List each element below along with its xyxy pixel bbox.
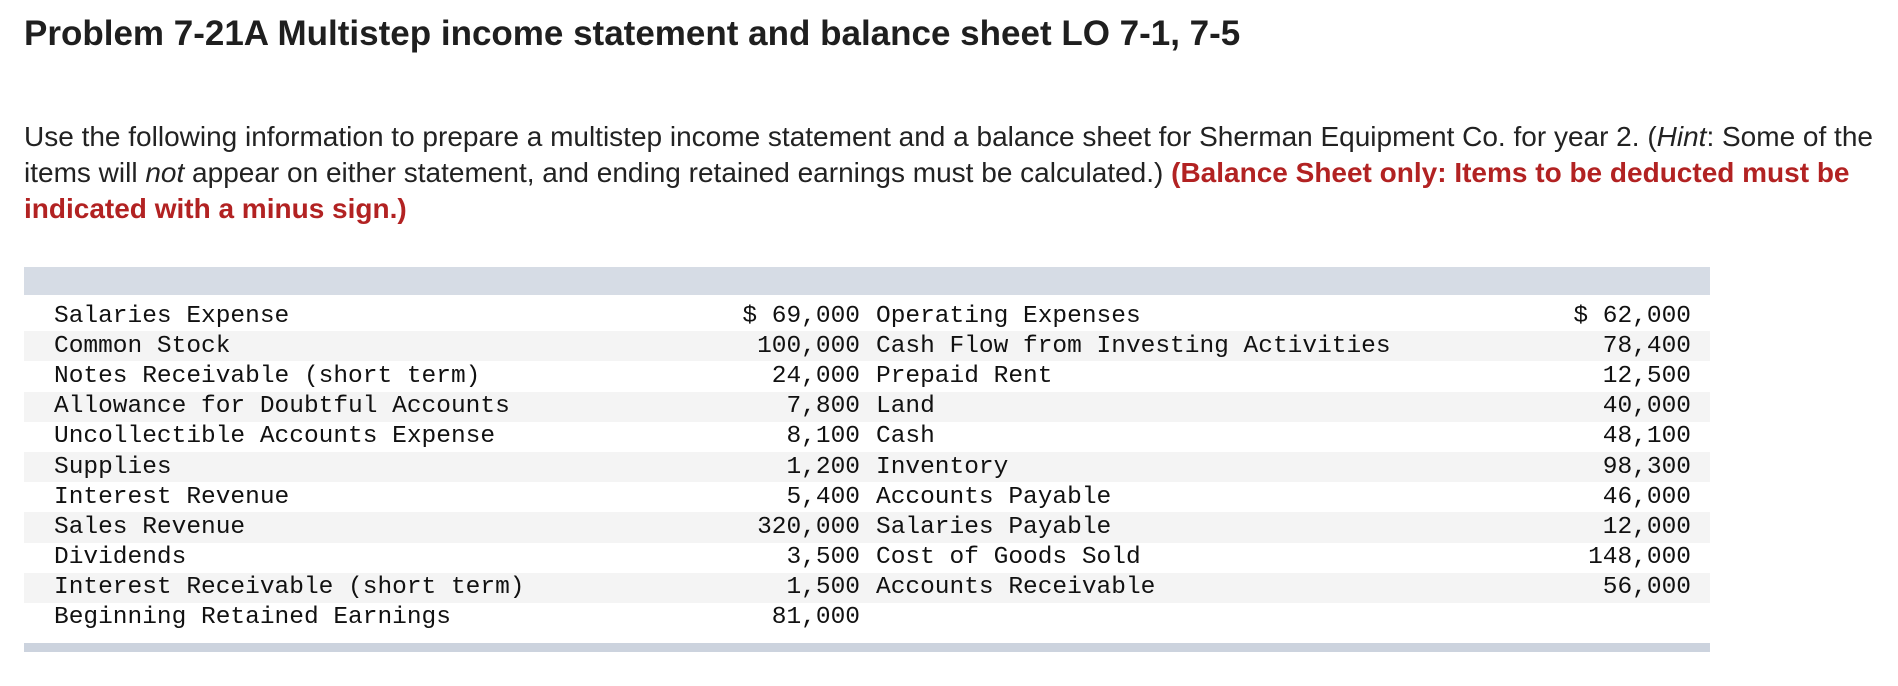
table-row <box>24 452 1710 482</box>
amount-left: 5,400 <box>786 483 860 511</box>
page-title: Problem 7-21A Multistep income statement and balance sheet LO 7-1, 7-5 <box>24 14 1241 53</box>
table-row <box>24 361 1710 391</box>
table-row <box>24 603 1710 633</box>
amount-left: 24,000 <box>771 362 860 390</box>
amount-left: 3,500 <box>786 544 860 572</box>
account-name-left: Interest Receivable (short term) <box>54 574 525 602</box>
account-name-right: Operating Expenses <box>876 302 1141 330</box>
table-footer-bar <box>24 643 1710 652</box>
table-row <box>24 512 1710 542</box>
hint-label: Hint <box>1656 121 1707 152</box>
instructions-text-1: Use the following information to prepare a multistep income statement and a balance sheet for Sherman Equipment Co. for year 2. ( <box>24 121 1657 152</box>
table-row <box>24 482 1710 512</box>
balance-sheet-note: (Balance Sheet only: Items to be deducted must be indicated with a minus sign.) <box>24 157 1850 224</box>
account-name-right: Accounts Payable <box>876 483 1112 511</box>
amount-left: 100,000 <box>757 332 860 360</box>
instructions-text-2: : Some of the items will <box>24 121 1873 188</box>
amount-right: 148,000 <box>1588 544 1691 572</box>
amount-left: 1,500 <box>786 574 860 602</box>
account-name-right: Salaries Payable <box>876 513 1112 541</box>
account-name-left: Salaries Expense <box>54 302 290 330</box>
amount-left: $ 69,000 <box>742 302 860 330</box>
amount-right: 12,500 <box>1602 362 1691 390</box>
account-name-right: Cash <box>876 423 935 451</box>
amount-left: 81,000 <box>771 604 860 632</box>
account-name-left: Notes Receivable (short term) <box>54 362 481 390</box>
account-name-left: Beginning Retained Earnings <box>54 604 451 632</box>
amount-left: 1,200 <box>786 453 860 481</box>
account-name-left: Interest Revenue <box>54 483 290 511</box>
account-name-left: Supplies <box>54 453 172 481</box>
instructions-text-3: appear on either statement, and ending retained earnings must be calculated.) <box>184 157 1172 188</box>
account-name-right: Land <box>876 393 935 421</box>
account-name-right: Prepaid Rent <box>876 362 1053 390</box>
amount-right: 40,000 <box>1602 393 1691 421</box>
table-row <box>24 331 1710 361</box>
account-name-left: Sales Revenue <box>54 513 246 541</box>
not-emphasis: not <box>145 157 185 188</box>
amount-right: $ 62,000 <box>1573 302 1691 330</box>
amount-left: 320,000 <box>757 513 860 541</box>
table-body <box>24 295 1710 632</box>
instructions-paragraph <box>24 119 1894 227</box>
account-name-right: Cost of Goods Sold <box>876 544 1141 572</box>
account-name-left: Uncollectible Accounts Expense <box>54 423 496 451</box>
amount-right: 56,000 <box>1602 574 1691 602</box>
table-row <box>24 301 1710 331</box>
amount-right: 48,100 <box>1602 423 1691 451</box>
table-row <box>24 543 1710 573</box>
account-name-left: Common Stock <box>54 332 231 360</box>
table-header-bar <box>24 267 1710 295</box>
amount-right: 12,000 <box>1602 513 1691 541</box>
amount-right: 98,300 <box>1602 453 1691 481</box>
account-name-right: Cash Flow from Investing Activities <box>876 332 1391 360</box>
table-row <box>24 573 1710 603</box>
account-name-left: Dividends <box>54 544 187 572</box>
amount-right: 78,400 <box>1602 332 1691 360</box>
account-data-table <box>24 267 1710 652</box>
account-name-right: Accounts Receivable <box>876 574 1156 602</box>
amount-left: 8,100 <box>786 423 860 451</box>
amount-left: 7,800 <box>786 393 860 421</box>
account-name-left: Allowance for Doubtful Accounts <box>54 393 510 421</box>
account-name-right: Inventory <box>876 453 1009 481</box>
table-row <box>24 392 1710 422</box>
table-row <box>24 422 1710 452</box>
amount-right: 46,000 <box>1602 483 1691 511</box>
